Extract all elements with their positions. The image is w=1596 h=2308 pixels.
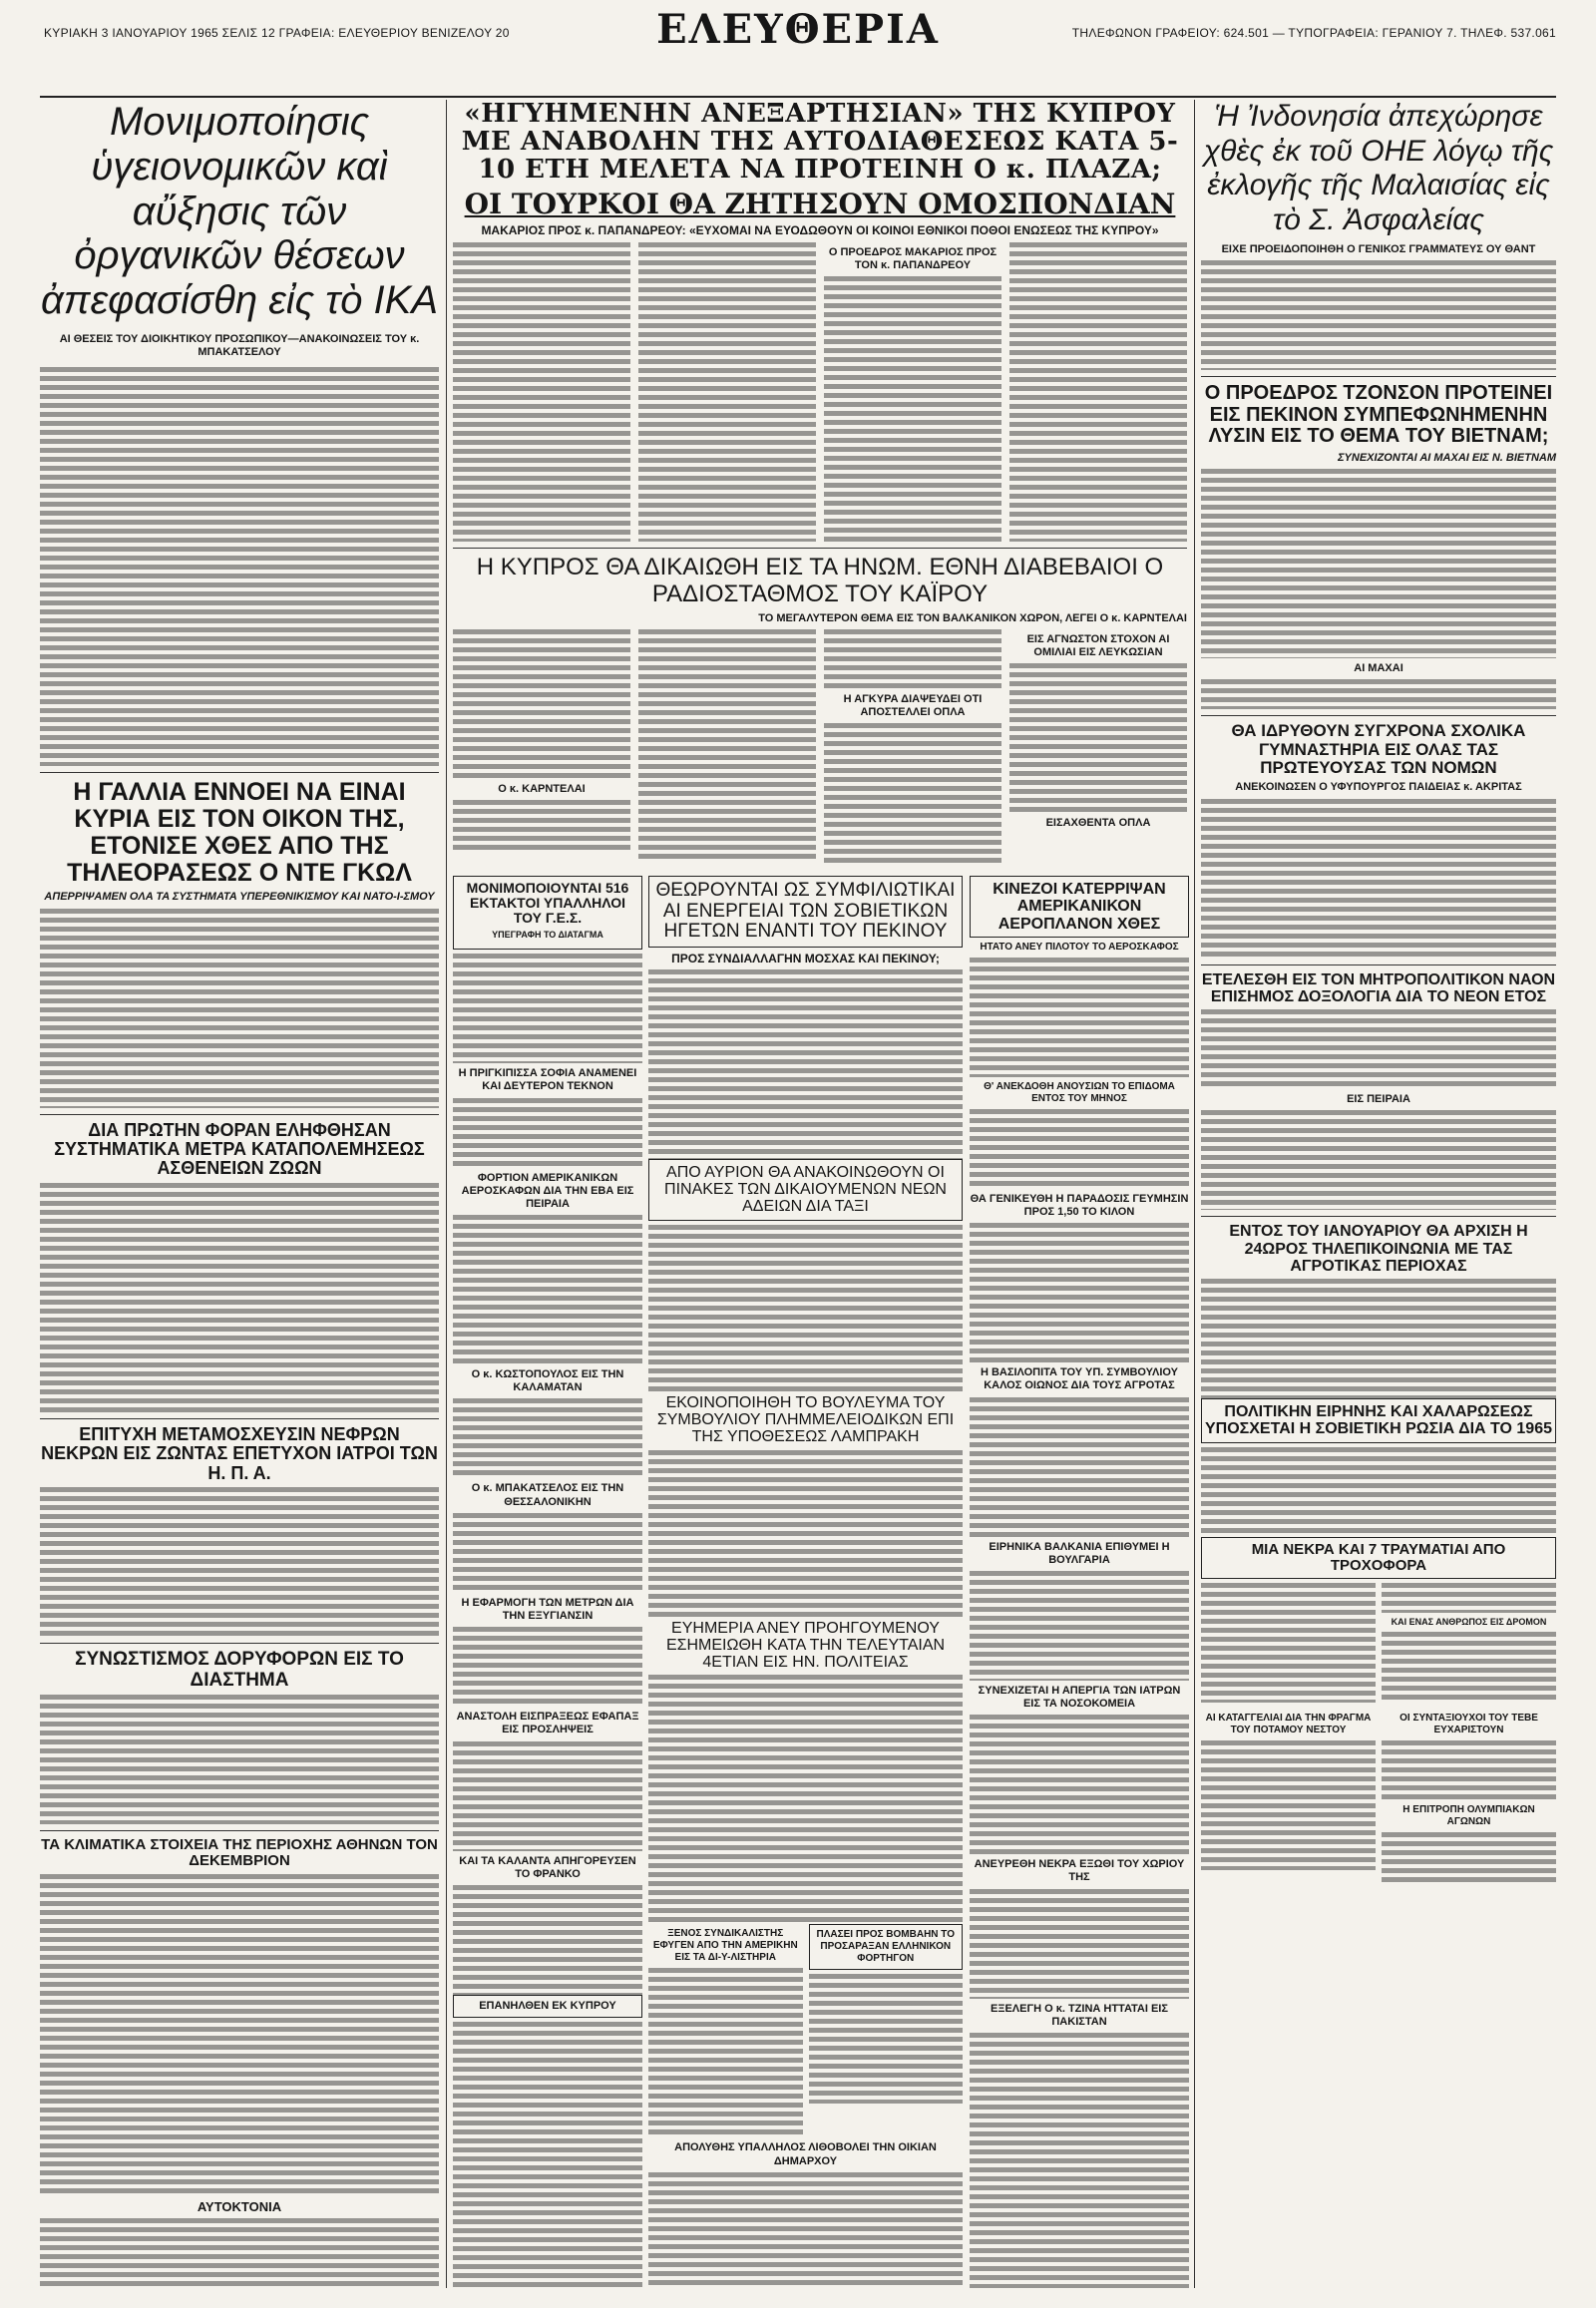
- center-top: [453, 100, 1187, 859]
- subhead-kardelj-name: Ο κ. ΚΑΡΝΤΕΛΑΙ: [498, 782, 586, 795]
- headline-vasilopita: Η ΒΑΣΙΛΟΠΙΤΑ ΤΟΥ ΥΠ. ΣΥΜΒΟΥΛΙΟΥ ΚΑΛΟΣ ΟΙΩΝΟΣ ΔΙΑ ΤΟΥΣ ΑΓΡΟΤΑΣ: [980, 1366, 1179, 1392]
- subhead-soviet-china: ΠΡΟΣ ΣΥΝΔΙΑΛΛΑΓΗΝ ΜΟΣΧΑΣ ΚΑΙ ΠΕΚΙΝΟΥ;: [671, 951, 940, 965]
- headline-princess-sofia: Η ΠΡΙΓΚΙΠΙΣΣΑ ΣΟΦΙΑ ΑΝΑΜΕΝΕΙ ΚΑΙ ΔΕΥΤΕΡΟΝ ΤΕΚΝΟΝ: [458, 1067, 637, 1093]
- box-return: [453, 1995, 642, 2018]
- headline-unionist: ΞΕΝΟΣ ΣΥΝΔΙΚΑΛΙΣΤΗΣ ΕΦΥΓΕΝ ΑΠΟ ΤΗΝ ΑΜΕΡΙΚΗΝ ΕΙΣ ΤΑ ΔΙ-Υ-ΛΙΣΤΗΡΙΑ: [652, 1928, 798, 1964]
- subhead-makarios-to-papandreou: Ο ΠΡΟΕΔΡΟΣ ΜΑΚΑΡΙΟΣ ΠΡΟΣ ΤΟΝ κ. ΠΑΠΑΝΔΡΕΟΥ: [828, 245, 998, 272]
- article-body: [40, 367, 439, 766]
- subhead-makarios: ΜΑΚΑΡΙΟΣ ΠΡΟΣ κ. ΠΑΠΑΝΔΡΕΟΥ: «ΕΥΧΟΜΑΙ ΝΑ ΕΥΟΔΩΘΟΥΝ ΟΙ ΚΟΙΝΟΙ ΕΘΝΙΚΟΙ ΠΟΘΟΙ ΕΝΩΣΕΩΣ ΤΗΣ ΚΥΠΡΟΥ»: [481, 223, 1159, 238]
- headline-kalanta: ΚΑΙ ΤΑ ΚΑΛΑΝΤΑ ΑΠΗΓΟΡΕΥΣΕΝ ΤΟ ΦΡΑΝΚΟ: [459, 1854, 636, 1880]
- headline-pakistan: ΕΞΕΛΕΓΗ Ο κ. ΤΖΙΝΑ ΗΤΤΑΤΑΙ ΕΙΣ ΠΑΚΙΣΤΑΝ: [991, 2002, 1168, 2028]
- headline-taxi-licences: ΑΠΟ ΑΥΡΙΟΝ ΘΑ ΑΝΑΚΟΙΝΩΘΟΥΝ ΟΙ ΠΙΝΑΚΕΣ ΤΩΝ ΔΙΚΑΙΟΥΜΕΝΩΝ ΝΕΩΝ ΑΔΕΙΩΝ ΔΙΑ ΤΑΞΙ: [664, 1163, 947, 1216]
- column-right: [1201, 100, 1556, 2288]
- box-accidents: [1201, 1537, 1556, 1579]
- subhead-accident-street: ΚΑΙ ΕΝΑΣ ΑΝΘΡΩΠΟΣ ΕΙΣ ΔΡΟΜΟΝ: [1391, 1617, 1547, 1628]
- masthead-date-line: ΚΥΡΙΑΚΗ 3 ΙΑΝΟΥΑΡΙΟΥ 1965 ΣΕΛΙΣ 12 ΓΡΑΦΕΙΑ: ΕΛΕΥΘΕΡΙΟΥ ΒΕΝΙΖΕΛΟΥ 20: [44, 26, 510, 40]
- headline-gaulle: Η ΓΑΛΛΙΑ ΕΝΝΟΕΙ ΝΑ ΕΙΝΑΙ ΚΥΡΙΑ ΕΙΣ ΤΟΝ ΟΙΚΟΝ ΤΗΣ, ΕΤΟΝΙΣΕ ΧΘΕΣ ΑΠΟ ΤΗΣ ΤΗΛΕΟΡΑΣΕΩΣ Ο ΝΤΕ ΓΚΩΛ: [67, 778, 412, 888]
- column-center-left: [453, 876, 642, 2288]
- headline-kilo: ΘΑ ΓΕΝΙΚΕΥΘΗ Η ΠΑΡΑΔΟΣΙΣ ΓΕΥΜΗΣΙΝ ΠΡΟΣ 1,50 ΤΟ ΚΙΛΟΝ: [970, 1192, 1189, 1218]
- headline-dead-woman: ΑΝΕΥΡΕΘΗ ΝΕΚΡΑ ΕΞΩΘΙ ΤΟΥ ΧΩΡΙΟΥ ΤΗΣ: [974, 1858, 1185, 1884]
- box-soviet-peace: [1201, 1398, 1556, 1443]
- headline-olympic: Η ΕΠΙΤΡΟΠΗ ΟΛΥΜΠΙΑΚΩΝ ΑΓΩΝΩΝ: [1402, 1804, 1535, 1828]
- column-divider: [446, 100, 447, 2288]
- headline-return: ΕΠΑΝΗΛΘΕΝ ΕΚ ΚΥΠΡΟΥ: [479, 1999, 616, 2012]
- masthead-contact-line: ΤΗΛΕΦΩΝΟΝ ΓΡΑΦΕΙΟΥ: 624.501 — ΤΥΠΟΓΡΑΦΕΙΑ: ΓΕΡΑΝΙΟΥ 7. ΤΗΛΕΦ. 537.061: [1071, 26, 1556, 40]
- headline-aircraft-cargo: ΦΟΡΤΙΟΝ ΑΜΕΡΙΚΑΝΙΚΩΝ ΑΕΡΟΣΚΑΦΩΝ ΔΙΑ ΤΗΝ ΕΒΑ ΕΙΣ ΠΕΙΡΑΙΑ: [461, 1171, 634, 1210]
- subhead-battles: ΑΙ ΜΑΧΑΙ: [1354, 662, 1403, 675]
- column-left: [40, 100, 439, 2288]
- article-body: [40, 2218, 439, 2288]
- subhead-ika: ΑΙ ΘΕΣΕΙΣ ΤΟΥ ΔΙΟΙΚΗΤΙΚΟΥ ΠΡΟΣΩΠΙΚΟΥ—ΑΝΑΚΟΙΝΩΣΕΙΣ ΤΟΥ κ. ΜΠΑΚΑΤΣΕΛΟΥ: [59, 332, 420, 359]
- headline-measures: Η ΕΦΑΡΜΟΓΗ ΤΩΝ ΜΕΤΡΩΝ ΔΙΑ ΤΗΝ ΕΞΥΓΙΑΝΣΙΝ: [461, 1596, 634, 1622]
- column-center-right: [970, 876, 1189, 2288]
- headline-johnson-vietnam: Ο ΠΡΟΕΔΡΟΣ ΤΖΟΝΣΟΝ ΠΡΟΤΕΙΝΕΙ ΕΙΣ ΠΕΚΙΝΟΝ ΣΥΜΠΕΦΩΝΗΜΕΝΗΝ ΛΥΣΙΝ ΕΙΣ ΤΟ ΘΕΜΑ ΤΟΥ ΒΙΕΤΝΑΜ;: [1204, 382, 1553, 448]
- subhead-indonesia: ΕΙΧΕ ΠΡΟΕΙΔΟΠΟΙΗΘΗ Ο ΓΕΝΙΚΟΣ ΓΡΑΜΜΑΤΕΥΣ ΟΥ ΘΑΝΤ: [1221, 243, 1536, 255]
- headline-dismissed-employee: ΑΠΟΛΥΘΗΣ ΥΠΑΛΛΗΛΟΣ ΛΙΘΟΒΟΛΕΙ ΤΗΝ ΟΙΚΙΑΝ ΔΗΜΑΡΧΟΥ: [674, 2141, 937, 2167]
- subhead-ges: ΥΠΕΓΡΑΦΗ ΤΟ ΔΙΑΤΑΓΜΑ: [492, 930, 603, 941]
- article-body: [40, 1874, 439, 2194]
- subhead-ankara: Η ΑΓΚΥΡΑ ΔΙΑΨΕΥΔΕΙ ΟΤΙ ΑΠΟΣΤΕΛΛΕΙ ΟΠΛΑ: [843, 692, 983, 718]
- headline-bakatselos: Ο κ. ΜΠΑΚΑΤΣΕΛΟΣ ΕΙΣ ΤΗΝ ΘΕΣΣΑΛΟΝΙΚΗΝ: [471, 1482, 624, 1508]
- box-taxi: [648, 1159, 963, 1221]
- headline-gyms: ΘΑ ΙΔΡΥΘΟΥΝ ΣΥΓΧΡΟΝΑ ΣΧΟΛΙΚΑ ΓΥΜΝΑΣΤΗΡΙΑ ΕΙΣ ΟΛΑΣ ΤΑΣ ΠΡΩΤΕΥΟΥΣΑΣ ΤΩΝ ΝΟΜΩΝ: [1231, 721, 1526, 778]
- headline-cyprus-un: Η ΚΥΠΡΟΣ ΘΑ ΔΙΚΑΙΩΘΗ ΕΙΣ ΤΑ ΗΝΩΜ. ΕΘΝΗ ΔΙΑΒΕΒΑΙΟΙ Ο ΡΑΔΙΟΣΤΑΘΜΟΣ ΤΟΥ ΚΑΪΡΟΥ: [476, 553, 1164, 607]
- headline-climate: ΤΑ ΚΛΙΜΑΤΙΚΑ ΣΤΟΙΧΕΙΑ ΤΗΣ ΠΕΡΙΟΧΗΣ ΑΘΗΝΩΝ ΤΟΝ ΔΕΚΕΜΒΡΙΟΝ: [41, 1836, 438, 1870]
- article-gaulle: [40, 779, 439, 908]
- headline-chinese-plane: ΚΙΝΕΖΟΙ ΚΑΤΕΡΡΙΨΑΝ ΑΜΕΡΙΚΑΝΙΚΟΝ ΑΕΡΟΠΛΑΝΟΝ ΧΘΕΣ: [993, 881, 1166, 933]
- headline-turks-federation: ΟΙ ΤΟΥΡΚΟΙ ΘΑ ΖΗΤΗΣΟΥΝ ΟΜΟΣΠΟΝΔΙΑΝ: [464, 188, 1176, 221]
- subhead-nicosia: ΕΙΣ ΑΓΝΩΣΤΟΝ ΣΤΟΧΟΝ ΑΙ ΟΜΙΛΙΑΙ ΕΙΣ ΛΕΥΚΩΣΙΑΝ: [1026, 632, 1170, 658]
- article-body: [40, 1487, 439, 1637]
- headline-ika: Μονιμοποίησις ὑγειονομικῶν καὶ αὔξησις τῶν ὀργανικῶν θέσεων ἀπεφασίσθη εἰς τὸ ΙΚΑ: [40, 100, 439, 323]
- article-body: [40, 1183, 439, 1412]
- headline-suspension: ΑΝΑΣΤΟΛΗ ΕΙΣΠΡΑΞΕΩΣ ΕΦΑΠΑΞ ΕΙΣ ΠΡΟΣΛΗΨΕΙΣ: [456, 1711, 639, 1736]
- box-freighter: [809, 1924, 964, 1970]
- headline-nestos: ΑΙ ΚΑΤΑΓΓΕΛΙΑΙ ΔΙΑ ΤΗΝ ΦΡΑΓΜΑ ΤΟΥ ΠΟΤΑΜΟΥ ΝΕΣΤΟΥ: [1205, 1713, 1372, 1736]
- headline-ges: ΜΟΝΙΜΟΠΟΙΟΥΝΤΑΙ 516 ΕΚΤΑΚΤΟΙ ΥΠΑΛΛΗΛΟΙ ΤΟΥ Γ.Ε.Σ.: [466, 880, 629, 927]
- article-body: [40, 909, 439, 1108]
- headline-satellites: ΣΥΝΩΣΤΙΣΜΟΣ ΔΟΡΥΦΟΡΩΝ ΕΙΣ ΤΟ ΔΙΑΣΤΗΜΑ: [75, 1649, 404, 1691]
- headline-lambrakis: ΕΚΟΙΝΟΠΟΙΗΘΗ ΤΟ ΒΟΥΛΕΥΜΑ ΤΟΥ ΣΥΜΒΟΥΛΙΟΥ ΠΛΗΜΜΕΛΕΙΟΔΙΚΩΝ ΕΠΙ ΤΗΣ ΥΠΟΘΕΣΕΩΣ ΛΑΜΠΡΑΚΗ: [656, 1393, 955, 1446]
- subhead-gyms: ΑΝΕΚΟΙΝΩΣΕΝ Ο ΥΦΥΠΟΥΡΓΟΣ ΠΑΙΔΕΙΑΣ κ. ΑΚΡΙΤΑΣ: [1235, 781, 1522, 794]
- article-body: [40, 1695, 439, 1824]
- article-ika: [40, 100, 439, 363]
- column-center-mid: [648, 876, 963, 2288]
- headline-suicide: ΑΥΤΟΚΤΟΝΙΑ: [197, 2198, 282, 2214]
- headline-doctors-strike: ΣΥΝΕΧΙΖΕΤΑΙ Η ΑΠΕΡΓΙΑ ΤΩΝ ΙΑΤΡΩΝ ΕΙΣ ΤΑ ΝΟΣΟΚΟΜΕΙΑ: [978, 1684, 1181, 1711]
- headline-freighter: ΠΛΑΣΕΙ ΠΡΟΣ ΒΟΜΒΑΗΝ ΤΟ ΠΡΟΣΑΡΑΞΑΝ ΕΛΛΗΝΙΚΟΝ ΦΟΡΤΗΓΟΝ: [816, 1929, 955, 1965]
- headline-tebe: ΟΙ ΣΥΝΤΑΞΙΟΥΧΟΙ ΤΟΥ ΤΕΒΕ ΕΥΧΑΡΙΣΤΟΥΝ: [1399, 1713, 1538, 1736]
- masthead-title: ΕΛΕΥΘΕΡΙΑ: [656, 6, 940, 53]
- box-chinese: [970, 876, 1189, 938]
- article-body: [453, 242, 1187, 542]
- headline-doxology: ΕΤΕΛΕΣΘΗ ΕΙΣ ΤΟΝ ΜΗΤΡΟΠΟΛΙΤΙΚΟΝ ΝΑΟΝ ΕΠΙΣΗΜΟΣ ΔΟΞΟΛΟΓΙΑ ΔΙΑ ΤΟ ΝΕΟΝ ΕΤΟΣ: [1201, 970, 1556, 1005]
- subhead-chinese-plane: ΗΤΑΤΟ ΑΝΕΥ ΠΙΛΟΤΟΥ ΤΟ ΑΕΡΟΣΚΑΦΟΣ: [980, 941, 1179, 953]
- masthead-rule: [40, 96, 1556, 98]
- headline-bulgaria: ΕΙΡΗΝΙΚΑ ΒΑΛΚΑΝΙΑ ΕΠΙΘΥΜΕΙ Η ΒΟΥΛΓΑΡΙΑ: [989, 1540, 1170, 1566]
- headline-soviet-peace: ΠΟΛΙΤΙΚΗΝ ΕΙΡΗΝΗΣ ΚΑΙ ΧΑΛΑΡΩΣΕΩΣ ΥΠΟΣΧΕΤΑΙ Η ΣΟΒΙΕΤΙΚΗ ΡΩΣΙΑ ΔΙΑ ΤΟ 1965: [1204, 1403, 1552, 1438]
- subhead-kardelj: ΤΟ ΜΕΓΑΛΥΤΕΡΟΝ ΘΕΜΑ ΕΙΣ ΤΟΝ ΒΑΛΚΑΝΙΚΟΝ ΧΩΡΟΝ, ΛΕΓΕΙ Ο κ. ΚΑΡΝΤΕΛΑΙ: [758, 611, 1187, 624]
- headline-animal-diseases: ΔΙΑ ΠΡΩΤΗΝ ΦΟΡΑΝ ΕΛΗΦΘΗΣΑΝ ΣΥΣΤΗΜΑΤΙΚΑ ΜΕΤΡΑ ΚΑΤΑΠΟΛΕΜΗΣΕΩΣ ΑΣΘΕΝΕΙΩΝ ΖΩΩΝ: [54, 1119, 425, 1179]
- headline-kostopoulos: Ο κ. ΚΩΣΤΟΠΟΥΛΟΣ ΕΙΣ ΤΗΝ ΚΑΛΑΜΑΤΑΝ: [471, 1368, 624, 1394]
- headline-usa-prosperity: ΕΥΗΜΕΡΙΑ ΑΝΕΥ ΠΡΟΗΓΟΥΜΕΝΟΥ ΕΣΗΜΕΙΩΘΗ ΚΑΤΑ ΤΗΝ ΤΕΛΕΥΤΑΙΑΝ 4ΕΤΙΑΝ ΕΙΣ ΗΝ. ΠΟΛΙΤΕΙΑΣ: [665, 1619, 946, 1672]
- article-body: [453, 629, 1187, 859]
- headline-allowance: Θ' ΑΝΕΚΔΟΘΗ ΑΝΟΥΣΙΩΝ ΤΟ ΕΠΙΔΟΜΑ ΕΝΤΟΣ ΤΟΥ ΜΗΝΟΣ: [984, 1080, 1175, 1104]
- box-ges: [453, 876, 642, 950]
- headline-kidney-transplant: ΕΠΙΤΥΧΗ ΜΕΤΑΜΟΣΧΕΥΣΙΝ ΝΕΦΡΩΝ ΝΕΚΡΩΝ ΕΙΣ ΖΩΝΤΑΣ ΕΠΕΤΥΧΟΝ ΙΑΤΡΟΙ ΤΩΝ Η. Π. Α.: [41, 1423, 438, 1483]
- headline-telecom: ΕΝΤΟΣ ΤΟΥ ΙΑΝΟΥΑΡΙΟΥ ΘΑ ΑΡΧΙΣΗ Η 24ΩΡΟΣ ΤΗΛΕΠΙΚΟΙΝΩΝΙΑ ΜΕ ΤΑΣ ΑΓΡΟΤΙΚΑΣ ΠΕΡΙΟΧΑΣ: [1229, 1223, 1528, 1275]
- masthead: [0, 6, 1596, 53]
- box-soviet: [648, 876, 963, 948]
- subhead-imported-arms: ΕΙΣΑΧΘΕΝΤΑ ΟΠΛΑ: [1045, 817, 1151, 830]
- subhead-piraeus: ΕΙΣ ΠΕΙΡΑΙΑ: [1347, 1093, 1410, 1106]
- headline-soviet-china: ΘΕΩΡΟΥΝΤΑΙ ΩΣ ΣΥΜΦΙΛΙΩΤΙΚΑΙ ΑΙ ΕΝΕΡΓΕΙΑΙ ΤΩΝ ΣΟΒΙΕΤΙΚΩΝ ΗΓΕΤΩΝ ΕΝΑΝΤΙ ΤΟΥ ΠΕΚΙΝΟΥ: [655, 880, 956, 943]
- subhead-gaulle: ΑΠΕΡΡΙΨΑΜΕΝ ΟΛΑ ΤΑ ΣΥΣΤΗΜΑΤΑ ΥΠΕΡΕΘΝΙΚΙΣΜΟΥ ΚΑΙ ΝΑΤΟ-Ι-ΣΜΟΥ: [44, 891, 435, 904]
- headline-accidents: ΜΙΑ ΝΕΚΡΑ ΚΑΙ 7 ΤΡΑΥΜΑΤΙΑΙ ΑΠΟ ΤΡΟΧΟΦΟΡΑ: [1251, 1540, 1506, 1574]
- headline-cyprus-independence: «ΗΓΥΗΜΕΝΗΝ ΑΝΕΞΑΡΤΗΣΙΑΝ» ΤΗΣ ΚΥΠΡΟΥ ΜΕ ΑΝΑΒΟΛΗΝ ΤΗΣ ΑΥΤΟΔΙΑΘΕΣΕΩΣ ΚΑΤΑ 5-10 ΕΤΗ ΜΕΛΕΤΑ ΝΑ ΠΡΟΤΕΙΝΗ Ο κ. ΠΛΑΖΑ;: [461, 99, 1179, 186]
- headline-indonesia: Ἡ Ἰνδονησία ἀπεχώρησε χθὲς ἐκ τοῦ ΟΗΕ λόγῳ τῆς ἐκλογῆς τῆς Μαλαισίας εἰς τὸ Σ. Ἀσφαλείας: [1203, 100, 1554, 236]
- subhead-vietnam-battles: ΣΥΝΕΧΙΖΟΝΤΑΙ ΑΙ ΜΑΧΑΙ ΕΙΣ Ν. ΒΙΕΤΝΑΜ: [1338, 451, 1556, 464]
- column-divider: [1194, 100, 1195, 2288]
